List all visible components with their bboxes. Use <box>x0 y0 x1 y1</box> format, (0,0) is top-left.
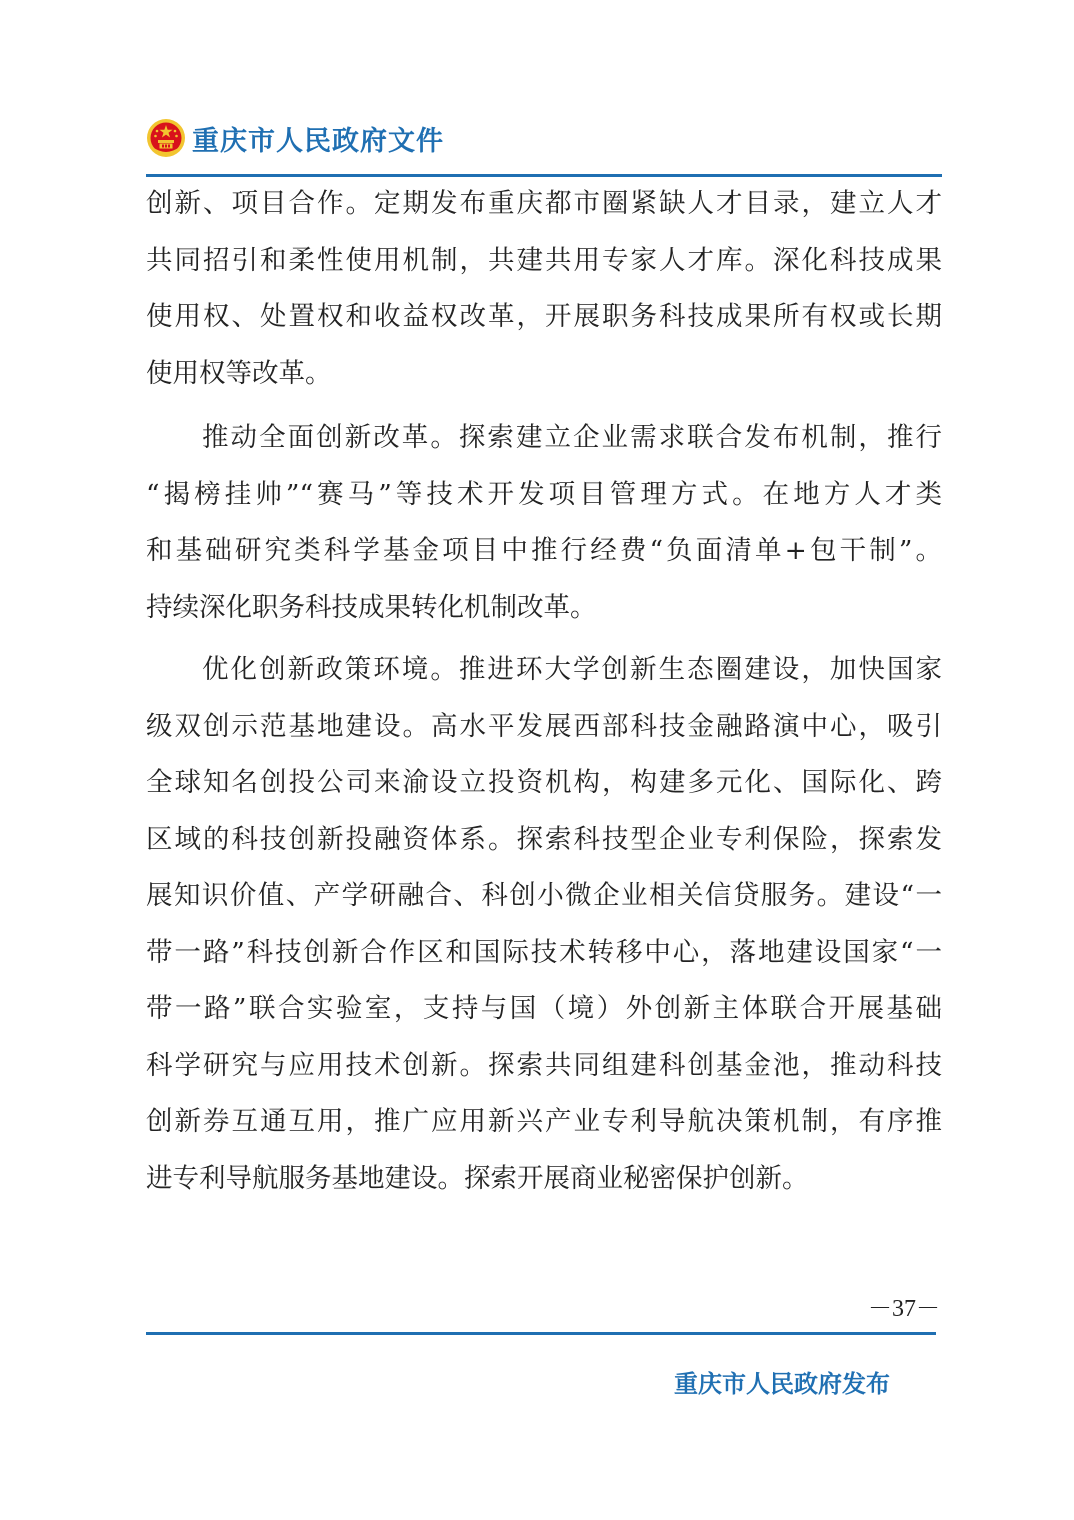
paragraph <box>146 410 942 636</box>
footer-publisher: 重庆市人民政府发布 <box>674 1370 890 1398</box>
paragraph-line: 展知识价值、产学研融合、科创小微企业相关信贷服务。建设“一 <box>146 880 942 911</box>
paragraph-line: 级双创示范基地建设。高水平发展西部科技金融路演中心，吸引 <box>146 710 942 742</box>
paragraph-line: 使用权、处置权和收益权改革，开展职务科技成果所有权或长期 <box>146 301 942 332</box>
document-body <box>146 176 942 1207</box>
document-header <box>146 118 444 158</box>
paragraph-line: 共同招引和柔性使用机制，共建共用专家人才库。深化科技成果 <box>146 244 942 276</box>
national-emblem-icon <box>146 118 186 158</box>
paragraph-line: 科学研究与应用技术创新。探索共同组建科创基金池，推动科技 <box>146 1049 942 1081</box>
paragraph-line: 创新券互通互用，推广应用新兴产业专利导航决策机制，有序推 <box>146 1106 942 1137</box>
paragraph-line: “揭榜挂帅”“赛马”等技术开发项目管理方式。在地方人才类 <box>146 478 942 510</box>
footer-divider <box>146 1332 936 1335</box>
paragraph-line: 进专利导航服务基地建设。探索开展商业秘密保护创新。 <box>146 1162 809 1194</box>
paragraph-line: 带一路”联合实验室，支持与国（境）外创新主体联合开展基础 <box>146 993 942 1024</box>
paragraph-line: 使用权等改革。 <box>146 357 332 389</box>
paragraph <box>146 176 942 402</box>
paragraph-line: 区域的科技创新投融资体系。探索科技型企业专利保险，探索发 <box>146 823 942 855</box>
paragraph-line: 推动全面创新改革。探索建立企业需求联合发布机制，推行 <box>202 422 942 453</box>
paragraph-line: 带一路”科技创新合作区和国际技术转移中心，落地建设国家“一 <box>146 936 942 968</box>
paragraph <box>146 642 942 1207</box>
paragraph-line: 持续深化职务科技成果转化机制改革。 <box>146 591 597 623</box>
paragraph-line: 全球知名创投公司来渝设立投资机构，构建多元化、国际化、跨 <box>146 767 942 798</box>
document-header-title: 重庆市人民政府文件 <box>192 125 444 157</box>
paragraph-line: 创新、项目合作。定期发布重庆都市圈紧缺人才目录，建立人才 <box>146 188 942 219</box>
page-number: －37－ <box>868 1296 940 1322</box>
paragraph-line: 和基础研究类科学基金项目中推行经费“负面清单+包干制”。 <box>146 535 942 566</box>
paragraph-line: 优化创新政策环境。推进环大学创新生态圈建设，加快国家 <box>202 654 942 685</box>
